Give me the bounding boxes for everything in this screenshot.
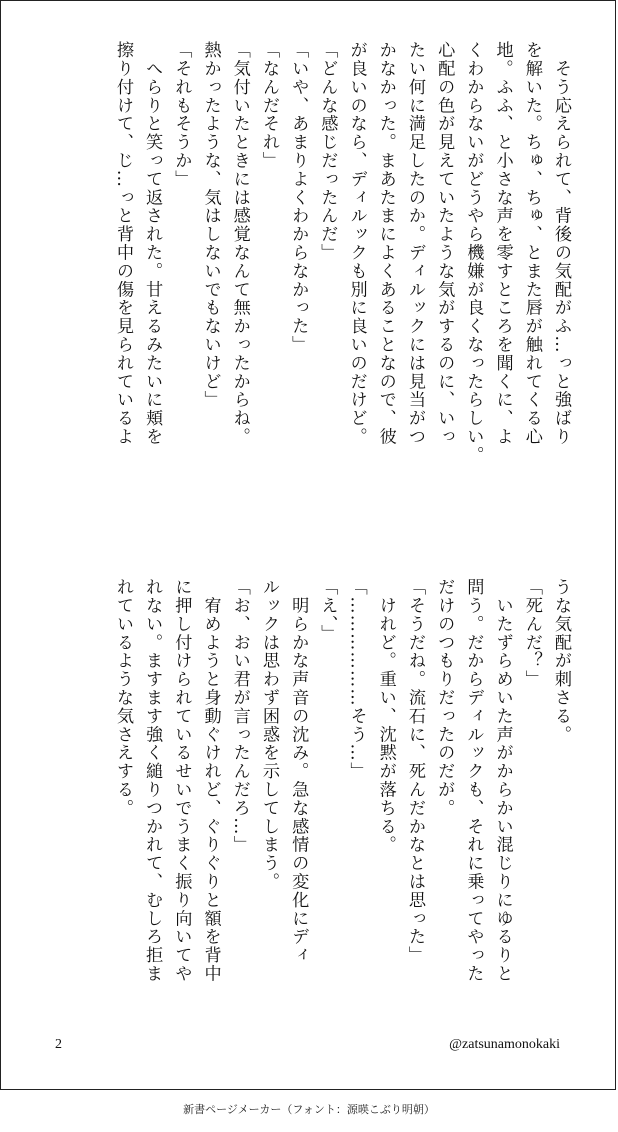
text-line: 熱かったような、気はしないでもないけど」 xyxy=(200,41,221,409)
text-line: 心配の色が見えていたような気がするのに、いっ xyxy=(434,41,455,446)
author-handle: @zatsunamonokaki xyxy=(449,1037,560,1052)
text-line: うな気配が刺さる。 xyxy=(551,578,571,744)
text-line: に押し付けられているせいでうまく振り向いてや xyxy=(171,578,192,983)
text-line: が良いのなら、ディルックも別に良いのだけど。 xyxy=(346,41,367,446)
footer-credit: 新書ページメーカー（フォント：源暎こぶり明朝） xyxy=(183,1103,435,1116)
text-line: 「いや、あまりよくわからなかった」 xyxy=(288,41,309,354)
text-line: だけのつもりだったのだが。 xyxy=(434,578,455,818)
text-line: 地。ふふ、と小さな声を零すところを聞くに、よ xyxy=(492,41,513,446)
text-line: 「それもそうか」 xyxy=(171,41,192,189)
text-line: 擦り付けて、じ…っと背中の傷を見られているよ xyxy=(112,41,133,446)
text-line: ルックは思わず困惑を示してしまう。 xyxy=(258,578,279,891)
text-line: れない。ますます強く縋りつかれて、むしろ拒ま xyxy=(142,578,163,983)
text-line: いたずらめいた声がからかい混じりにゆるりと xyxy=(492,578,513,983)
text-line: れているような気さえする。 xyxy=(112,578,133,818)
text-block-bottom xyxy=(50,578,575,1044)
text-line: くわからないがどうやら機嫌が良くなったらしい。 xyxy=(463,41,484,465)
text-line: かなかった。まあたまによくあることなので、彼 xyxy=(375,41,396,446)
text-line: 「どんな感じだったんだ」 xyxy=(317,41,338,262)
text-line: たい何に満足したのか。ディルックには見当がつ xyxy=(404,41,425,446)
text-line: 問う。だからディルックも、それに乗ってやった xyxy=(463,578,484,983)
text-line: 「死んだ？」 xyxy=(521,578,542,689)
text-line: 「お、おい君が言ったんだろ…」 xyxy=(229,578,250,854)
text-line: けれど。重い、沈黙が落ちる。 xyxy=(375,578,396,854)
text-line: を解いた。ちゅ、ちゅ、とまた唇が触れてくる心 xyxy=(521,41,542,446)
text-line: 「………………そう…」 xyxy=(346,578,367,781)
text-line: 「そうだね。流石に、死んだかなとは思った」 xyxy=(404,578,425,965)
text-line: 「気付いたときには感覚なんて無かったからね。 xyxy=(229,41,250,446)
text-line: へらりと笑って返された。甘えるみたいに頬を xyxy=(142,41,163,446)
page-number: 2 xyxy=(55,1037,62,1052)
text-line: 明らかな声音の沈み。急な感情の変化にディ xyxy=(288,578,309,965)
text-block-top xyxy=(50,41,575,511)
text-line: そう応えられて、背後の気配がふ…っと強ばり xyxy=(551,41,571,446)
text-line: 宥めようと身動ぐけれど、ぐりぐりと額を背中 xyxy=(200,578,221,983)
text-line: 「なんだそれ」 xyxy=(258,41,279,170)
text-line: 「え、」 xyxy=(317,578,338,643)
